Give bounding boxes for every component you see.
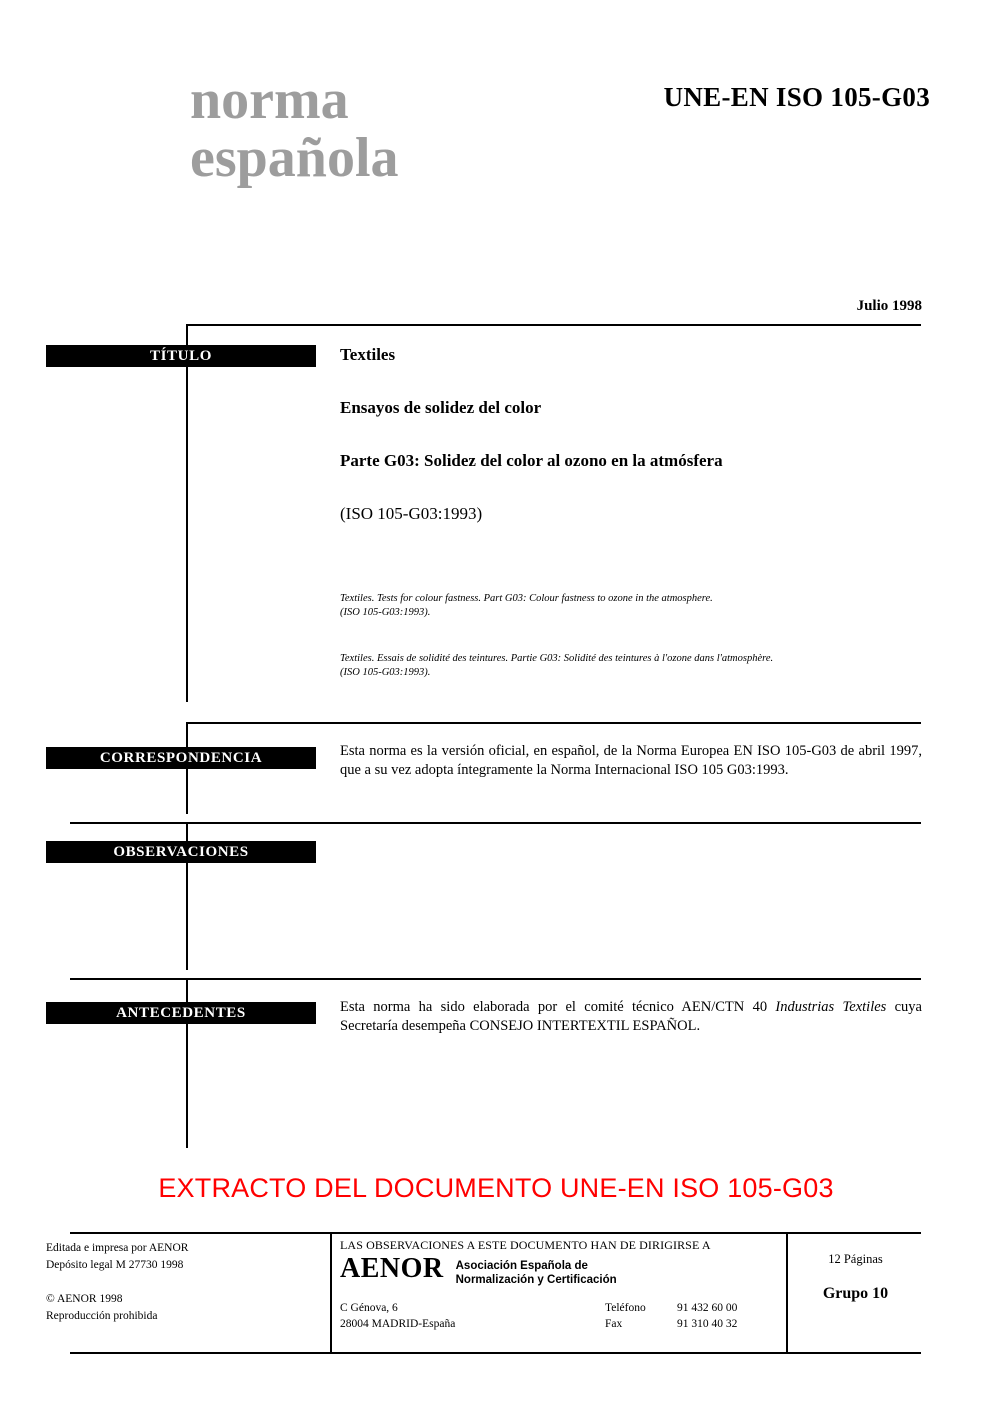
footer-rule-bottom (70, 1352, 921, 1354)
antecedentes-text (340, 998, 922, 1036)
footer-observations-notice: LAS OBSERVACIONES A ESTE DOCUMENTO HAN DE DIRIGIRSE A (340, 1238, 711, 1252)
aenor-logo-subtitle (456, 1255, 617, 1288)
section-tag-titulo: TÍTULO (46, 345, 316, 367)
brand-line-1: norma (190, 69, 349, 131)
aenor-logo: AENOR (340, 1253, 444, 1284)
antecedentes-part-2: cuya Secretaría desempeña CONSEJO INTERTEXTIL ESPAÑOL. (340, 999, 922, 1034)
alt-title-english-line-1: Textiles. Tests for colour fastness. Part G03: Colour fastness to ozone in the atmosphere. (340, 593, 713, 604)
footer-address-line-2: 28004 MADRID-España (340, 1317, 456, 1330)
correspondencia-text: Esta norma es la versión oficial, en español, de la Norma Europea EN ISO 105-G03 de abril 1997, que a su vez adopta íntegramente la Norma Internacional ISO 105 G03:1993. (340, 743, 922, 778)
footer-fax-value: 91 310 40 32 (677, 1317, 738, 1330)
footer-logo-row (340, 1255, 778, 1288)
alt-title-english (340, 592, 925, 620)
alt-title-french (340, 652, 925, 680)
title-block (340, 345, 925, 524)
footer-contact-values (677, 1300, 777, 1332)
title-reference: (ISO 105-G03:1993) (340, 504, 483, 523)
extract-banner: EXTRACTO DEL DOCUMENTO UNE-EN ISO 105-G03 (158, 1173, 834, 1203)
footer-fax-label: Fax (605, 1317, 623, 1330)
rule-observaciones-top (70, 822, 921, 824)
footer-contact-block (340, 1238, 778, 1332)
footer-contact-labels (605, 1300, 677, 1332)
alt-title-french-line-2: (ISO 105-G03:1993). (340, 667, 431, 679)
title-line-2: Ensayos de solidez del color (340, 398, 542, 417)
footer-divider-right (786, 1232, 788, 1354)
rule-antecedentes-top (70, 978, 921, 980)
section-tag-observaciones: OBSERVACIONES (46, 841, 316, 863)
spine-title (186, 324, 188, 702)
alt-title-french-line-1: Textiles. Essais de solidité des teintures. Partie G03: Solidité des teintures à l'ozone dans l'atmosphère. (340, 653, 774, 664)
footer-address-line-1: C Génova, 6 (340, 1301, 398, 1314)
footer-tel-value: 91 432 60 00 (677, 1301, 738, 1314)
brand-line-2: española (190, 126, 399, 189)
issue-date: Julio 1998 (856, 298, 922, 314)
section-tag-antecedentes: ANTECEDENTES (46, 1002, 316, 1024)
antecedentes-italic: Industrias Textiles (775, 999, 887, 1015)
footer-edited-by: Editada e impresa por AENOR (46, 1242, 189, 1254)
rule-correspondencia-top (186, 722, 921, 724)
title-line-3: Parte G03: Solidez del color al ozono en la atmósfera (340, 451, 723, 470)
section-tag-correspondencia: CORRESPONDENCIA (46, 747, 316, 769)
alt-title-english-line-2: (ISO 105-G03:1993). (340, 607, 431, 619)
masthead (190, 70, 930, 210)
footer-contact-grid (340, 1300, 778, 1332)
footer-page-count: 12 Páginas (828, 1252, 883, 1266)
document-code: UNE-EN ISO 105-G03 (663, 82, 930, 112)
footer-publisher-info (46, 1240, 316, 1325)
aenor-subtitle-line-2: Normalización y Certificación (455, 1274, 617, 1287)
footer-tel-label: Teléfono (605, 1301, 646, 1314)
footer-group: Grupo 10 (822, 1285, 889, 1302)
footer-divider-left (330, 1232, 332, 1354)
footer-rule-top (70, 1232, 921, 1234)
aenor-subtitle-line-1: Asociación Española de (455, 1260, 588, 1272)
title-line-1: Textiles (340, 345, 396, 364)
antecedentes-part-1: Esta norma ha sido elaborada por el comité técnico AEN/CTN 40 (340, 999, 776, 1015)
footer-address (340, 1300, 605, 1332)
footer-left-gap (46, 1273, 316, 1291)
footer-copyright: © AENOR 1998 (46, 1293, 123, 1306)
footer-legal-deposit: Depósito legal M 27730 1998 (46, 1258, 184, 1271)
footer-reproduction-notice: Reproducción prohibida (46, 1310, 158, 1323)
rule-title-top (186, 324, 921, 326)
footer-pages-group (790, 1252, 921, 1303)
